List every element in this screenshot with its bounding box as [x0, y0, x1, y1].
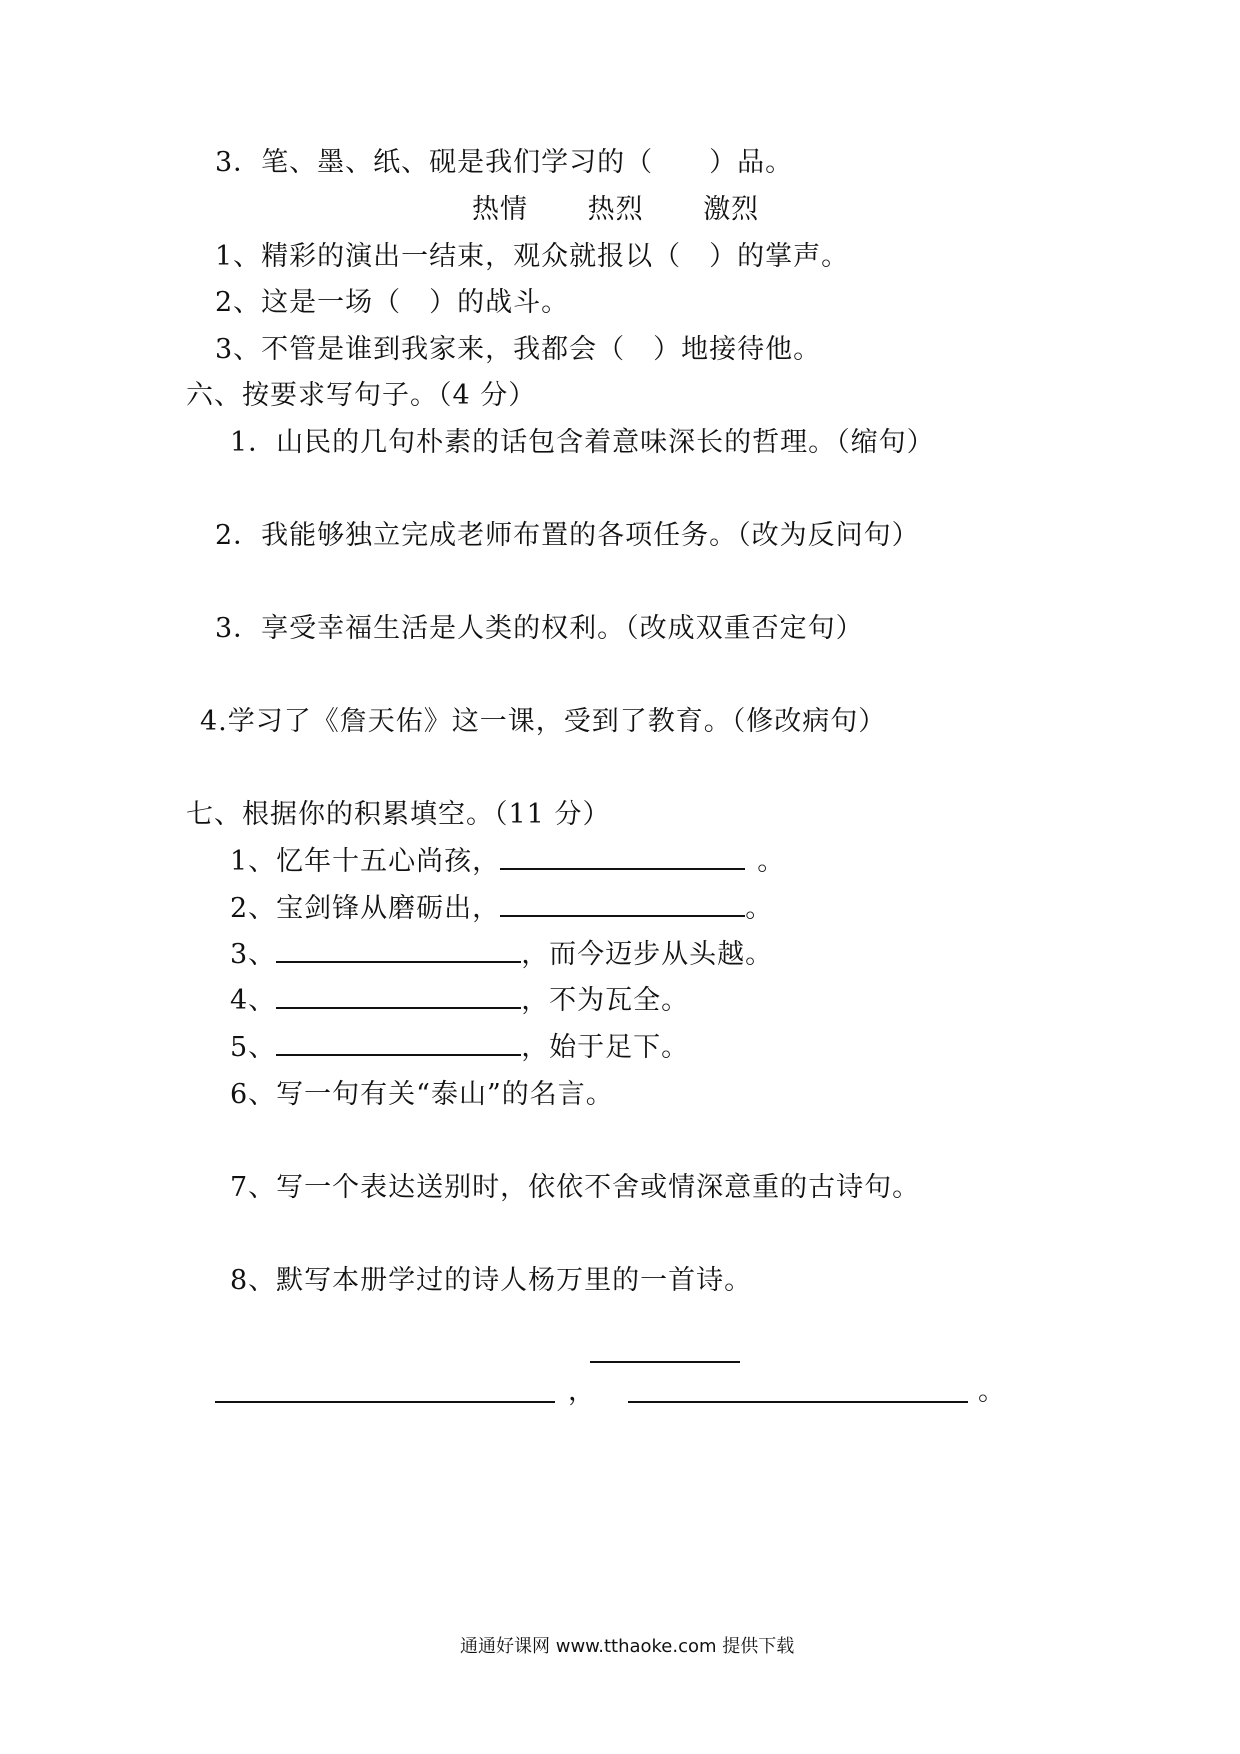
blank-item-suffix: ，始于足下。 [521, 1032, 690, 1063]
blank-item-prefix: 5、 [230, 1032, 277, 1063]
word-choice: 热烈 [587, 194, 644, 225]
rewrite-item-3: 3．享受幸福生活是人类的权利。（改成双重否定句） [215, 613, 864, 644]
blank-item-prefix: 2、宝剑锋从磨砺出， [230, 893, 501, 924]
blank-item-2 [230, 892, 773, 926]
section-6-heading: 六、按要求写句子。（4 分） [186, 380, 537, 411]
blank-item-prefix: 4、 [230, 985, 277, 1016]
blank-item-3 [230, 938, 773, 972]
poem-title-blank[interactable] [590, 1361, 740, 1363]
blank-item-5 [230, 1031, 689, 1065]
word-choice-row [472, 193, 759, 227]
rewrite-item-2: 2．我能够独立完成老师布置的各项任务。（改为反问句） [215, 520, 920, 551]
word-choice: 激烈 [703, 194, 760, 225]
poem-line-blank-2[interactable] [628, 1401, 968, 1403]
answer-blank[interactable] [276, 939, 521, 963]
blank-item-prefix: 3、 [230, 939, 277, 970]
blank-item-suffix: 。 [757, 846, 786, 877]
write-item-7: 7、写一个表达送别时，依依不舍或情深意重的古诗句。 [230, 1172, 921, 1203]
fill-sentence-3: 3、不管是谁到我家来，我都会（ ）地接待他。 [215, 334, 822, 365]
fill-sentence-1: 1、精彩的演出一结束，观众就报以（ ）的掌声。 [215, 241, 850, 272]
question-5-3: 3．笔、墨、纸、砚是我们学习的（ ）品。 [215, 147, 794, 178]
poem-line-blank-1[interactable] [215, 1401, 555, 1403]
blank-item-suffix: ，不为瓦全。 [521, 985, 690, 1016]
blank-item-suffix: 。 [745, 893, 774, 924]
blank-item-suffix: ，而今迈步从头越。 [521, 939, 774, 970]
poem-period: 。 [978, 1376, 1006, 1407]
write-item-6: 6、写一句有关“泰山”的名言。 [230, 1079, 614, 1110]
fill-sentence-2: 2、这是一场（ ）的战斗。 [215, 287, 570, 318]
answer-blank[interactable] [276, 985, 521, 1009]
answer-blank[interactable] [276, 1032, 521, 1056]
blank-item-4 [230, 984, 689, 1018]
word-choice: 热情 [472, 194, 528, 225]
blank-item-1 [230, 845, 785, 879]
rewrite-item-1: 1．山民的几句朴素的话包含着意味深长的哲理。（缩句） [230, 427, 935, 458]
footer-credit: 通通好课网 www.tthaoke.com 提供下载 [460, 1636, 795, 1657]
section-7-heading: 七、根据你的积累填空。（11 分） [186, 799, 611, 830]
write-item-8: 8、默写本册学过的诗人杨万里的一首诗。 [230, 1265, 753, 1296]
answer-blank[interactable] [500, 846, 745, 870]
blank-item-prefix: 1、忆年十五心尚孩， [230, 846, 501, 877]
answer-blank[interactable] [500, 893, 745, 917]
poem-comma: ， [568, 1376, 596, 1407]
rewrite-item-4: 4.学习了《詹天佑》这一课，受到了教育。（修改病句） [200, 706, 887, 737]
